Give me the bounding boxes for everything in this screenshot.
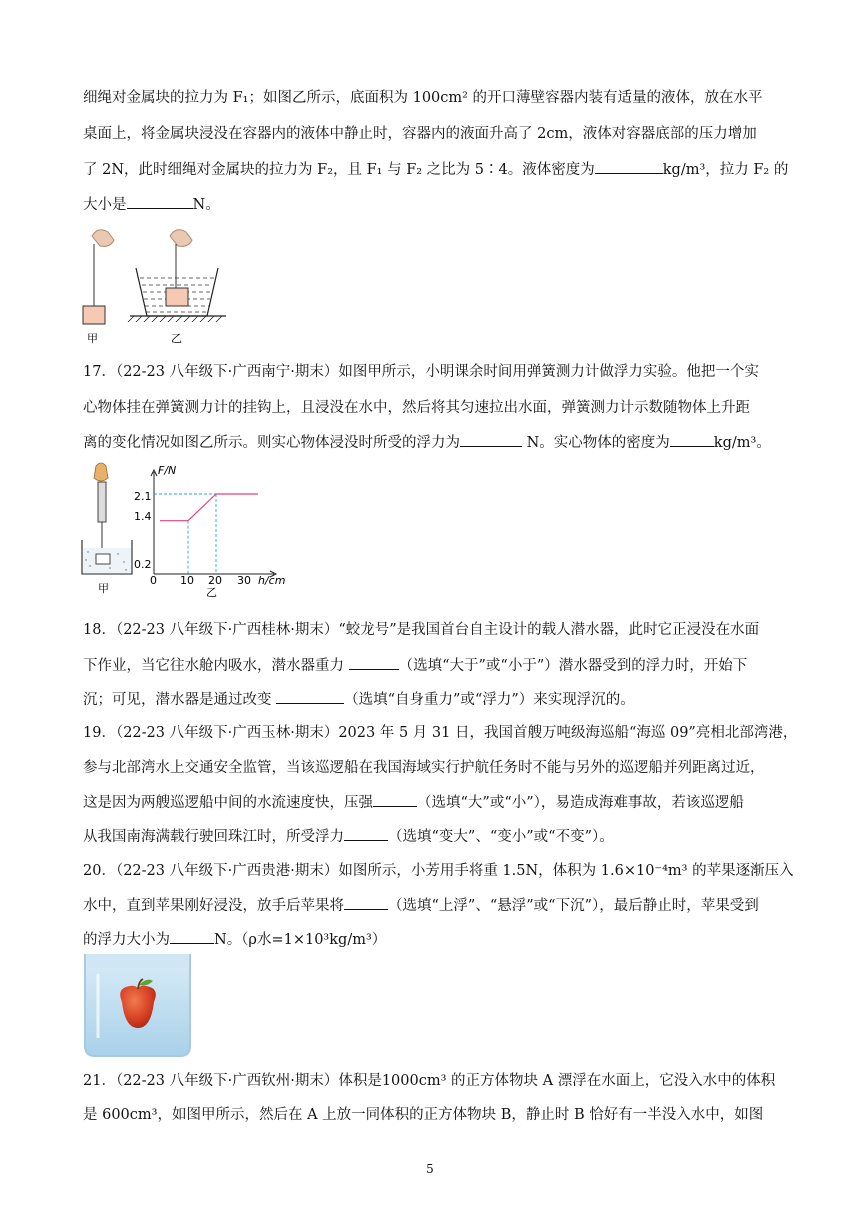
answer-blank[interactable] (349, 655, 399, 670)
x-tick-label: 20 (208, 574, 222, 587)
y-tick-label: 2.1 (134, 490, 152, 503)
x-tick-label: 0 (150, 574, 157, 587)
answer-blank[interactable] (276, 689, 344, 704)
q17-figure (78, 462, 298, 602)
q16-line-4: 大小是 N。 (83, 194, 220, 215)
q18-line-2: 下作业，当它往水舱内吸水，潜水器重力 （选填“大于”或“小于”）潜水器受到的浮力时，开始下 (83, 655, 747, 676)
figure-label-yi: 乙 (171, 332, 182, 345)
q19-line-2: 参与北部湾水上交通安全监管，当该巡逻船在我国海域实行护航任务时不能与另外的巡逻船并列距离过近， (83, 760, 765, 776)
q16-line-2: 桌面上，将金属块浸没在容器内的液体中静止时，容器内的液面升高了 2cm，液体对容器底部的压力增加 (83, 126, 757, 142)
q20-figure (82, 952, 194, 1060)
answer-blank[interactable] (373, 792, 417, 807)
q18-line-3: 沉；可见，潜水器是通过改变 （选填“自身重力”或“浮力”）来实现浮沉的。 (83, 689, 635, 710)
q16-line-1: 细绳对金属块的拉力为 F₁；如图乙所示，底面积为 100cm² 的开口薄壁容器内装有适量的液体，放在水平 (83, 90, 763, 106)
answer-blank[interactable] (670, 432, 714, 447)
figure-label-jia: 甲 (87, 332, 98, 345)
answer-blank[interactable] (595, 159, 663, 174)
answer-blank[interactable] (170, 929, 214, 944)
hand-icon (92, 230, 114, 247)
metal-block (83, 306, 105, 324)
q20-line-3: 的浮力大小为 N。（ρ水=1×10³kg/m³） (83, 929, 386, 950)
answer-blank[interactable] (127, 194, 193, 209)
hand-icon (94, 463, 108, 481)
y-axis-label: F/N (158, 464, 177, 477)
q18-line-1: 18．（22-23 八年级下·广西桂林·期末）“蛟龙号”是我国首台自主设计的载人潜水器，此时它正浸没在水面 (83, 622, 760, 638)
hand-icon (170, 230, 192, 247)
figure-label-yi: 乙 (206, 586, 217, 599)
x-axis-label: h/cm (258, 574, 286, 587)
answer-blank[interactable] (344, 826, 388, 841)
q19-line-1: 19．（22-23 八年级下·广西玉林·期末）2023 年 5 月 31 日，我国首艘万吨级海巡船“海巡 09”亮相北部湾港， (83, 725, 798, 741)
y-tick-label: 1.4 (134, 510, 152, 523)
force-curve (160, 494, 258, 521)
force-height-graph (134, 464, 285, 587)
q20-line-1: 20．（22-23 八年级下·广西贵港·期末）如图所示，小芳用手将重 1.5N，体积为 1.6×10⁻⁴m³ 的苹果逐渐压入 (83, 863, 794, 879)
answer-blank[interactable] (344, 895, 388, 910)
q20-line-2: 水中，直到苹果刚好浸没，放手后苹果将 （选填“上浮”、“悬浮”或“下沉”），最后静止时，苹果受到 (83, 895, 759, 916)
x-tick-label: 10 (180, 574, 194, 587)
metal-block-submerged (166, 288, 188, 306)
spring-scale (98, 482, 106, 522)
q16-figure (78, 222, 238, 346)
q17-line-3: 离的变化情况如图乙所示。则实心物体浸没时所受的浮力为 N。实心物体的密度为 kg/m³。 (83, 432, 771, 453)
solid-object (96, 554, 110, 564)
q19-line-3: 这是因为两艘巡逻船中间的水流速度快，压强 （选填“大”或“小”），易造成海难事故，若该巡逻船 (83, 792, 744, 813)
q17-line-2: 心物体挂在弹簧测力计的挂钩上，且浸没在水中，然后将其匀速拉出水面，弹簧测力计示数随物体上升距 (83, 400, 750, 416)
q16-line-3: 了 2N，此时细绳对金属块的拉力为 F₂，且 F₁ 与 F₂ 之比为 5∶4。液体密度为 kg/m³，拉力 F₂ 的 (83, 159, 788, 180)
figure-label-jia: 甲 (98, 582, 109, 595)
q21-line-2: 是 600cm³，如图甲所示，然后在 A 上放一同体积的正方体物块 B，静止时 B 恰好有一半没入水中，如图 (83, 1107, 764, 1123)
x-tick-label: 30 (237, 574, 251, 587)
q17-line-1: 17．（22-23 八年级下·广西南宁·期末）如图甲所示，小明课余时间用弹簧测力计做浮力实验。他把一个实 (83, 364, 759, 380)
q19-line-4: 从我国南海满载行驶回珠江时，所受浮力 （选填“变大”、“变小”或“不变”）。 (83, 826, 614, 847)
page-number: 5 (426, 1162, 434, 1176)
y-tick-label: 0.2 (134, 558, 152, 571)
answer-blank[interactable] (460, 432, 522, 447)
q21-line-1: 21．（22-23 八年级下·广西钦州·期末）体积是1000cm³ 的正方体物块 A 漂浮在水面上，它没入水中的体积 (83, 1073, 776, 1089)
